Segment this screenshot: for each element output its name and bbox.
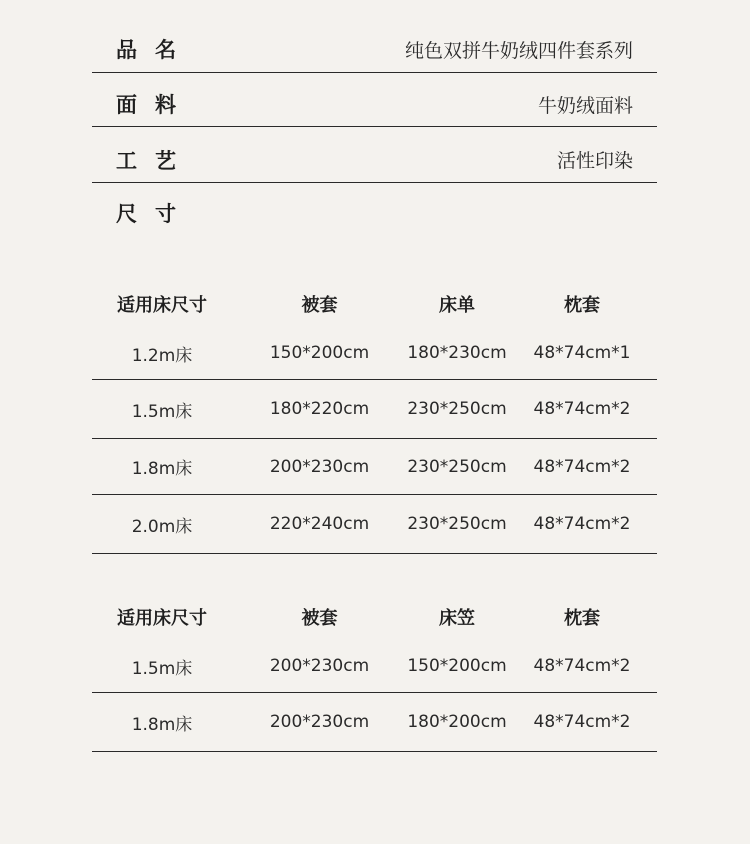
header-bed-size: 适用床尺寸: [117, 608, 207, 629]
spec-row-fabric: [92, 82, 657, 127]
spec-label-craft: 工艺: [116, 148, 194, 173]
spec-label-size: 尺寸: [116, 202, 194, 226]
cell-bed-size: 1.8m床: [131, 459, 193, 479]
cell-pillowcase: 48*74cm*1: [533, 343, 631, 363]
size-table-bedsheet: [92, 281, 657, 554]
cell-bed-size: 1.2m床: [131, 345, 193, 366]
cell-bed-size: 1.8m床: [131, 714, 193, 735]
table-row: [92, 327, 657, 380]
spec-value-name: 纯色双拼牛奶绒四件套系列: [404, 39, 633, 62]
size-table-fitted-sheet: [92, 594, 657, 752]
cell-duvet-cover: 200*230cm: [269, 656, 370, 676]
spec-value-fabric: 牛奶绒面料: [537, 94, 633, 117]
cell-pillowcase: 48*74cm*2: [533, 712, 631, 732]
cell-pillowcase: 48*74cm*2: [533, 514, 631, 534]
cell-bed-size: 1.5m床: [131, 401, 193, 422]
spec-row-name: [92, 26, 657, 73]
header-duvet-cover: 被套: [301, 295, 338, 316]
table-header: [92, 281, 657, 327]
cell-bedsheet: 230*250cm: [407, 399, 507, 419]
cell-duvet-cover: 150*200cm: [269, 343, 370, 363]
header-bedsheet: 床单: [439, 295, 475, 316]
cell-bedsheet: 230*250cm: [407, 514, 507, 534]
header-pillowcase: 枕套: [564, 608, 600, 629]
cell-pillowcase: 48*74cm*2: [533, 456, 631, 477]
cell-bedsheet: 230*250cm: [407, 456, 507, 477]
spec-value-craft: 活性印染: [556, 150, 633, 172]
cell-duvet-cover: 220*240cm: [269, 514, 370, 534]
table-row: [92, 439, 657, 495]
table-row: [92, 495, 657, 554]
table-row: [92, 380, 657, 439]
cell-pillowcase: 48*74cm*2: [533, 399, 631, 419]
cell-fitted-sheet: 150*200cm: [407, 656, 507, 676]
header-pillowcase: 枕套: [564, 295, 600, 316]
header-duvet-cover: 被套: [301, 608, 338, 629]
cell-bedsheet: 180*230cm: [407, 343, 507, 363]
spec-label-fabric: 面料: [116, 93, 194, 117]
table-row: [92, 640, 657, 693]
cell-duvet-cover: 200*230cm: [269, 456, 370, 477]
cell-duvet-cover: 180*220cm: [269, 399, 370, 419]
cell-bed-size: 2.0m床: [131, 516, 193, 537]
spec-row-size: [92, 192, 657, 234]
header-bed-size: 适用床尺寸: [117, 295, 207, 316]
table-header: [92, 594, 657, 640]
spec-row-craft: [92, 137, 657, 183]
table-row: [92, 693, 657, 752]
header-fitted-sheet: 床笠: [439, 608, 475, 629]
cell-fitted-sheet: 180*200cm: [407, 712, 507, 732]
cell-bed-size: 1.5m床: [131, 658, 193, 679]
spec-label-name: 品名: [116, 38, 194, 62]
cell-duvet-cover: 200*230cm: [269, 712, 370, 732]
cell-pillowcase: 48*74cm*2: [533, 656, 631, 676]
